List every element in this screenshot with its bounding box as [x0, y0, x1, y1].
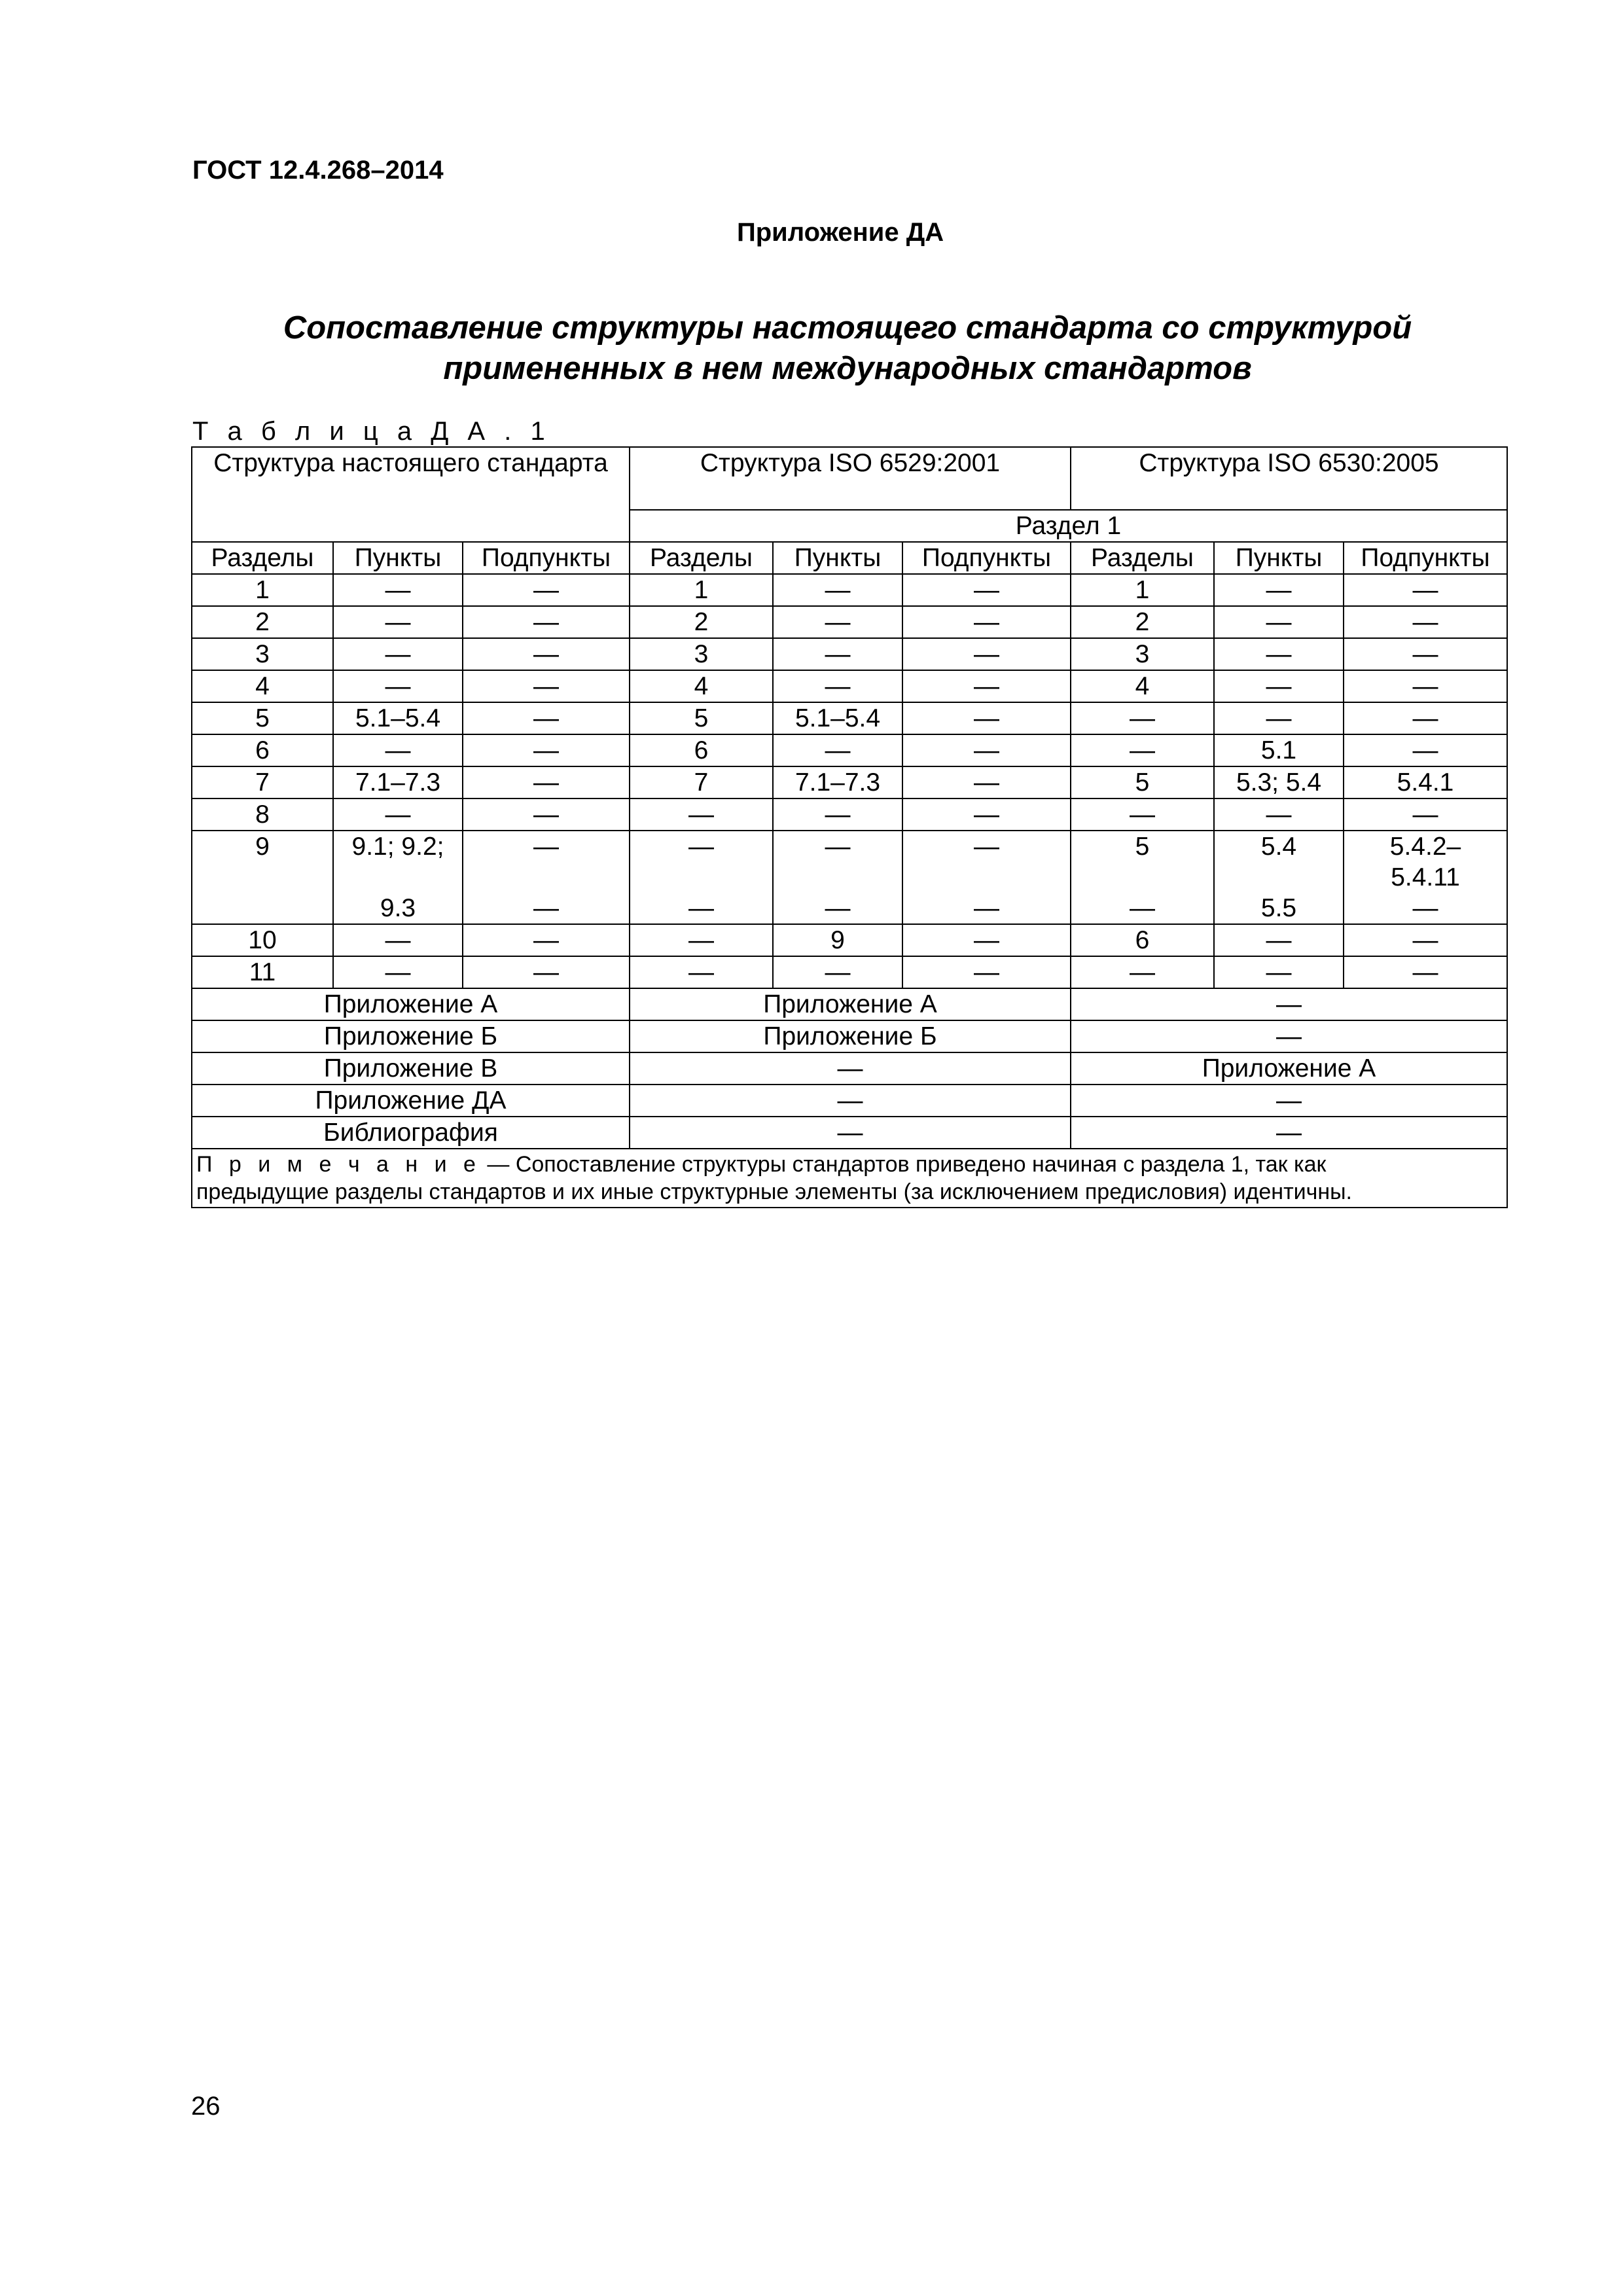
table-cell: 7 — [192, 766, 333, 798]
annex-cell: — — [630, 1052, 1071, 1085]
table-cell: 5 — [192, 702, 333, 734]
column-header-row — [192, 542, 1507, 574]
table-cell: 2 — [1071, 606, 1214, 638]
table-cell — [1344, 831, 1507, 924]
table-cell: — — [902, 702, 1071, 734]
page-title — [196, 308, 1499, 389]
table-cell: — — [1214, 574, 1344, 606]
annex-cell: — — [1071, 988, 1507, 1020]
table-cell: — — [902, 638, 1071, 670]
table-cell: — — [773, 606, 902, 638]
table-cell: — — [630, 956, 773, 988]
table-cell — [1071, 831, 1214, 924]
table-cell: — — [463, 574, 630, 606]
note-text: — Сопоставление структуры стандартов приведено начиная с раздела 1, так как — [480, 1152, 1327, 1177]
table-cell: 5.1 — [1214, 734, 1344, 766]
table-cell — [1214, 831, 1344, 924]
table-row — [192, 638, 1507, 670]
table-row — [192, 702, 1507, 734]
annex-row — [192, 1052, 1507, 1085]
table-cell: 6 — [1071, 924, 1214, 956]
table-cell: — — [630, 798, 773, 831]
structure-comparison-table — [191, 446, 1508, 1208]
table-cell: 6 — [192, 734, 333, 766]
table-cell: 5 — [1071, 766, 1214, 798]
note-label: П р и м е ч а н и е — [196, 1152, 481, 1177]
table-cell: — — [1071, 734, 1214, 766]
cell-line-bottom: — — [1412, 894, 1438, 922]
table-cell: — — [463, 956, 630, 988]
table-body — [192, 574, 1507, 831]
table-cell: — — [902, 574, 1071, 606]
cell-line-top: — — [688, 833, 714, 861]
note-row — [192, 1149, 1507, 1208]
table-cell — [333, 831, 463, 924]
annex-cell: — — [630, 1117, 1071, 1149]
table-row — [192, 670, 1507, 702]
annex-row — [192, 1020, 1507, 1052]
annex-cell: — — [1071, 1020, 1507, 1052]
cell-line-bottom: — — [974, 894, 999, 922]
group-header-iso6529: Структура ISO 6529:2001 — [630, 447, 1071, 510]
cell-line-mid — [906, 862, 1067, 893]
table-cell — [773, 831, 902, 924]
table-cell: 1 — [1071, 574, 1214, 606]
cell-line-mid — [776, 862, 899, 893]
table-cell: — — [1214, 638, 1344, 670]
group-header-current: Структура настоящего стандарта — [192, 447, 630, 542]
table-cell: 4 — [630, 670, 773, 702]
table-cell: 10 — [192, 924, 333, 956]
cell-line-mid — [195, 862, 330, 893]
annex-cell: — — [1071, 1085, 1507, 1117]
cell-line-mid — [1074, 862, 1211, 893]
table-cell: 3 — [192, 638, 333, 670]
table-cell: — — [1344, 638, 1507, 670]
cell-line-mid — [466, 862, 626, 893]
annex-cell: Приложение ДА — [192, 1085, 630, 1117]
table-cell: — — [902, 798, 1071, 831]
cell-line-mid — [633, 862, 770, 893]
table-caption: Т а б л и ц а Д А . 1 — [192, 417, 551, 446]
cell-line-top: 9.1; 9.2; — [351, 833, 444, 861]
table-row — [192, 606, 1507, 638]
table-cell: — — [902, 734, 1071, 766]
cell-line-top: 5.4.2– — [1389, 833, 1461, 861]
table-cell: — — [1344, 734, 1507, 766]
document-code: ГОСТ 12.4.268–2014 — [192, 156, 444, 185]
table-cell: — — [1344, 574, 1507, 606]
column-header: Разделы — [1071, 542, 1214, 574]
table-cell: — — [1344, 702, 1507, 734]
table-row — [192, 956, 1507, 988]
table-cell: — — [333, 606, 463, 638]
table-cell: — — [902, 956, 1071, 988]
annex-row — [192, 1117, 1507, 1149]
table-cell: — — [463, 702, 630, 734]
table-cell: 5 — [630, 702, 773, 734]
table-cell: — — [463, 924, 630, 956]
column-header: Пункты — [333, 542, 463, 574]
table-cell: 4 — [192, 670, 333, 702]
column-header: Пункты — [773, 542, 902, 574]
column-header: Подпункты — [902, 542, 1071, 574]
table-cell: — — [463, 638, 630, 670]
table-cell: — — [1214, 924, 1344, 956]
column-header: Разделы — [192, 542, 333, 574]
table-row — [192, 574, 1507, 606]
table-cell: — — [902, 670, 1071, 702]
cell-line-bottom: 9.3 — [380, 894, 416, 922]
annex-rows — [192, 988, 1507, 1149]
table-cell: — — [1344, 670, 1507, 702]
table-cell: 5.4.1 — [1344, 766, 1507, 798]
cell-line-top: 9 — [255, 833, 270, 861]
annex-cell: — — [630, 1085, 1071, 1117]
annex-cell: Приложение Б — [192, 1020, 630, 1052]
annex-cell: Приложение А — [630, 988, 1071, 1020]
page-number: 26 — [191, 2092, 221, 2121]
table-cell: — — [773, 956, 902, 988]
annex-cell: Приложение Б — [630, 1020, 1071, 1052]
table-cell: 7 — [630, 766, 773, 798]
table-cell: — — [902, 606, 1071, 638]
table-cell: 5.1–5.4 — [773, 702, 902, 734]
group-header-row — [192, 447, 1507, 510]
table-cell: 2 — [630, 606, 773, 638]
table-cell: — — [463, 766, 630, 798]
table-cell: 2 — [192, 606, 333, 638]
cell-line-bottom: — — [688, 894, 714, 922]
cell-line-mid — [1217, 862, 1340, 893]
table-cell: 3 — [1071, 638, 1214, 670]
cell-line-top: 5 — [1135, 833, 1150, 861]
table-cell: — — [1071, 798, 1214, 831]
annex-cell: Приложение А — [1071, 1052, 1507, 1085]
table-cell: — — [773, 670, 902, 702]
table-cell: — — [463, 798, 630, 831]
table-cell: — — [333, 956, 463, 988]
table-cell: — — [333, 670, 463, 702]
table-cell: 7.1–7.3 — [333, 766, 463, 798]
table-row — [192, 831, 1507, 924]
table-row — [192, 734, 1507, 766]
table-cell: 1 — [192, 574, 333, 606]
cell-line-mid — [336, 862, 459, 893]
table-cell: — — [773, 798, 902, 831]
table-cell: 8 — [192, 798, 333, 831]
table-cell: — — [463, 670, 630, 702]
column-header: Подпункты — [1344, 542, 1507, 574]
table-cell: — — [1214, 798, 1344, 831]
table-cell: — — [773, 638, 902, 670]
cell-line-bottom: — — [1130, 894, 1155, 922]
table-cell: 4 — [1071, 670, 1214, 702]
table-cell: — — [1344, 956, 1507, 988]
table-cell: — — [333, 798, 463, 831]
table-cell: — — [902, 924, 1071, 956]
table-cell: — — [773, 574, 902, 606]
table-cell: — — [1071, 702, 1214, 734]
table-row — [192, 924, 1507, 956]
annex-cell: — — [1071, 1117, 1507, 1149]
column-header: Подпункты — [463, 542, 630, 574]
annex-row — [192, 1085, 1507, 1117]
cell-line-bottom: — — [825, 894, 851, 922]
cell-line-mid: 5.4.11 — [1391, 863, 1460, 891]
table-cell: — — [333, 924, 463, 956]
annex-row — [192, 988, 1507, 1020]
table-cell: 3 — [630, 638, 773, 670]
note-text-line2: предыдущие разделы стандартов и их иные структурные элементы (за исключением предисловия) идентичны. — [196, 1179, 1353, 1204]
table-row — [192, 798, 1507, 831]
table-cell: — — [1071, 956, 1214, 988]
table-cell: — — [1214, 670, 1344, 702]
annex-label: Приложение ДА — [737, 218, 944, 247]
table-cell: 9 — [773, 924, 902, 956]
cell-line-top: — — [533, 833, 559, 861]
table-cell: — — [1214, 702, 1344, 734]
section-header: Раздел 1 — [630, 510, 1507, 542]
table-cell — [630, 831, 773, 924]
column-header: Пункты — [1214, 542, 1344, 574]
table-cell: — — [630, 924, 773, 956]
column-header: Разделы — [630, 542, 773, 574]
table-cell: — — [902, 766, 1071, 798]
table-cell: — — [773, 734, 902, 766]
table-cell: — — [333, 638, 463, 670]
table-cell: 5.1–5.4 — [333, 702, 463, 734]
cell-line-bottom: — — [533, 894, 559, 922]
table-cell: — — [1344, 924, 1507, 956]
table-cell: 5.3; 5.4 — [1214, 766, 1344, 798]
table-row — [192, 766, 1507, 798]
table-cell — [902, 831, 1071, 924]
table-cell: — — [1344, 798, 1507, 831]
table-cell: 11 — [192, 956, 333, 988]
annex-cell: Приложение В — [192, 1052, 630, 1085]
table-cell: 1 — [630, 574, 773, 606]
cell-line-bottom: 5.5 — [1260, 894, 1297, 922]
table-cell: — — [463, 734, 630, 766]
annex-cell: Приложение А — [192, 988, 630, 1020]
table-cell: 7.1–7.3 — [773, 766, 902, 798]
table-note — [192, 1149, 1507, 1208]
cell-line-top: — — [974, 833, 999, 861]
table-cell: 6 — [630, 734, 773, 766]
table-cell: — — [333, 734, 463, 766]
table-cell: — — [1214, 606, 1344, 638]
table-cell — [463, 831, 630, 924]
table-cell: — — [333, 574, 463, 606]
title-line-1: Сопоставление структуры настоящего стандарта со структурой — [283, 310, 1412, 346]
table-body-after — [192, 924, 1507, 988]
annex-cell: Библиография — [192, 1117, 630, 1149]
table-cell: — — [1214, 956, 1344, 988]
table-cell: — — [463, 606, 630, 638]
group-header-iso6530: Структура ISO 6530:2005 — [1071, 447, 1507, 510]
cell-line-top: 5.4 — [1260, 833, 1297, 861]
title-line-2: примененных в нем международных стандартов — [443, 351, 1252, 386]
table-cell — [192, 831, 333, 924]
table-cell: — — [1344, 606, 1507, 638]
cell-line-top: — — [825, 833, 851, 861]
